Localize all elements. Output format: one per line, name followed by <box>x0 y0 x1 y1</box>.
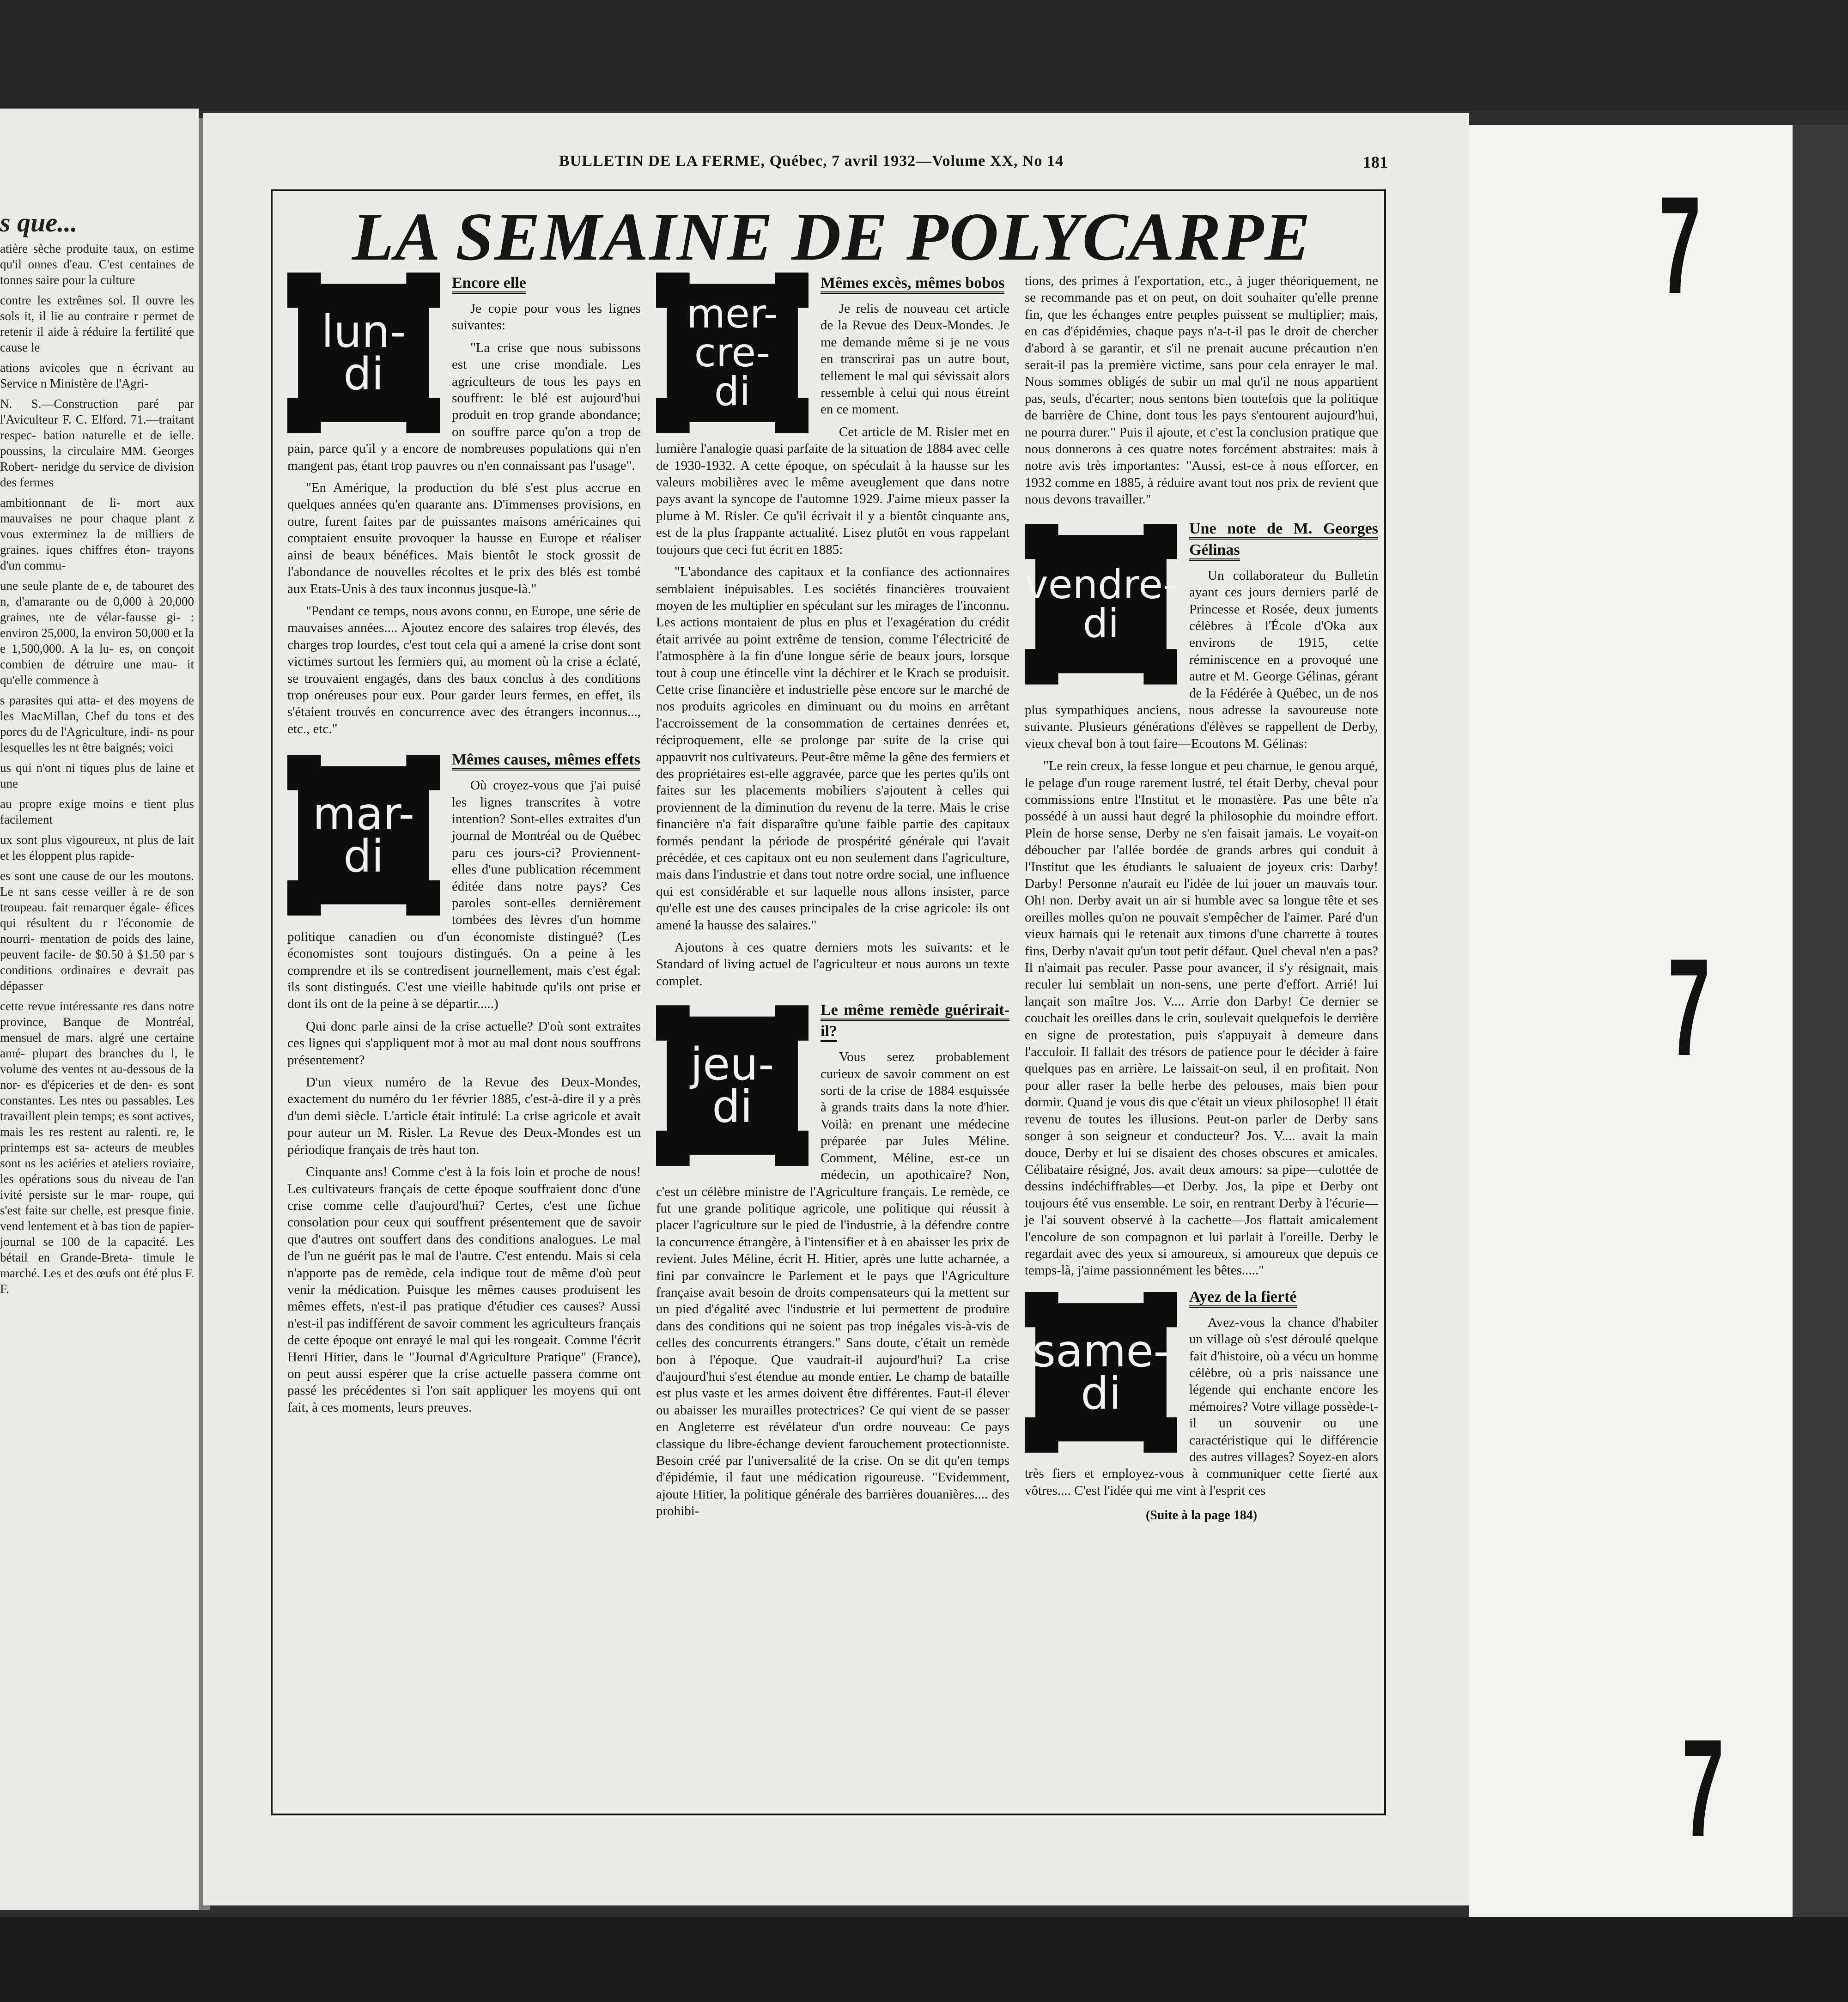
left-paragraph: ambitionnant de li- mort aux mauvaises ne pour chaque plant z vous exterminez la de milliers de graines. iques chiffres éton- trayons d'un commu- <box>0 496 194 572</box>
left-paragraph: contre les extrêmes sol. Il ouvre les sols it, il lie au contraire r permet de retenir il aide à réduire la fertilité que cause le <box>0 293 194 354</box>
paragraph: tions, des primes à l'exportation, etc., à juger théoriquement, ne se recommande pas et on peut, on doit souhaiter qu'elle prenne fin, que les échanges entre peuples puissent se multiplier; mais, en cas d'épidémies, chaque pays n'a-t-il pas le droit de chercher d'abord à se garantir, et s'il ne prenait aucune précaution n'en serait-il pas la première victime, sans pour cela enrayer le mal. Nous sommes obligés de subir un mal qu'il ne nous appartient pas, seuls, d'écarter; nous sentons bien toutefois que la politique de barrière de Chine, dont tous les pays s'entourent aujourd'hui, ne pourra durer." Puis il ajoute, et c'est la conclusion pratique que nous donnerons à ces quatre notes forcément abstraites: mais à notre avis très importantes: "Aussi, est-ce à nous efforcer, en 1932 comme en 1885, à réduire avant tout nos prix de revient que nous devons travailler." <box>1025 273 1378 507</box>
day-badge-mercredi <box>656 273 808 433</box>
heading-text: Mêmes excès, mêmes bobos <box>821 274 1004 294</box>
paragraph: Qui donc parle ainsi de la crise actuelle? D'où sont extraites ces lignes qui s'appliquent mot à mot au mal dont nous souffrons présentement? <box>287 1019 641 1068</box>
margin-number: 7 <box>1668 929 1710 1085</box>
paragraph: Où croyez-vous que j'ai puisé les lignes transcrites à votre intention? Sont-elles extraites d'un journal de Montréal ou de Québec paru ces jours-ci? Proviennent-elles d'une publication récemment éditée dans notre pays? Ces paroles sont-elles dernièrement tombées des lèvres d'un homme politique canadien ou d'un économiste distingué? (Les économistes sont toujours distingués. On a peine à les comprendre et ils se contredisent journellement, mais c'est égal: ils sont distingués. C'est une vieille habitude qu'ils ont prise et dont ils ont de la peine à se départir.....) <box>287 778 641 1012</box>
day-badge-vendredi <box>1025 524 1177 685</box>
heading-text: Le même remède guérirait-il? <box>821 1001 1009 1042</box>
left-paragraph: au propre exige moins e tient plus facilement <box>0 797 194 826</box>
right-page-fragment <box>1469 125 1848 1917</box>
left-paragraph: cette revue intéressante res dans notre province, Banque de Montréal, mensuel de mars. algré une certaine amé- plupart des branches du l, le volume des ventes nt au-dessous de la nor- es d'épiceries et de den- es sont constantes. Les ntes ou passables. Les travaillent plein temps; es sont actives, mais les res restent au ralenti. re, le printemps est sa- acteurs de meubles sont ns les aciéries et ateliers roviaire, les opérations sous du niveau de l'an ivité persiste sur le mar- roupe, qui s'est faite sur chelle, est presque finie. vend lentement et à bas tion de papier-journal se 100 de la capacité. Les bétail en Grande-Breta- timule le marché. Les et des œufs ont été plus F. F. <box>0 999 194 1296</box>
left-paragraph: N. S.—Construction paré par l'Aviculteur F. C. Elford. 71.—traitant respec- bation naturelle et de ielle. poussins, la circulaire MM. Georges Robert- neridge du service de division des fermes <box>0 397 194 489</box>
day-label: jeu- di <box>690 1038 774 1133</box>
margin-number: 7 <box>1659 167 1701 322</box>
paragraph: Cinquante ans! Comme c'est à la fois loin et proche de nous! Les cultivateurs français de cette époque souffraient donc d'une crise comme celle d'aujourd'hui? Certes, c'est une fichue consolation pour ceux qui souffrent présentement que de savoir que d'autres ont souffert dans des conditions analogues. Le mal de l'un ne guérit pas le mal de l'autre. C'est entendu. Mais si cela n'apporte pas de remède, cela indique tout de même d'où peut venir la médication. Puisque les mêmes causes produisent les mêmes effets, n'est-il pas pratique d'étudier ces causes? Aussi n'est-il pas indifférent de savoir comment les agriculteurs français de cette époque ont enrayé le mal qui les rongeait. Comme l'écrit Henri Hitier, dans le "Journal d'Agriculture Pratique" (France), on peut aussi espérer que la crise actuelle passera comme ont passé les précédentes si l'on sait appliquer les moyens qui ont fait, à ces moments, leurs preuves. <box>287 1165 641 1415</box>
day-badge-lundi <box>287 273 440 433</box>
heading-text: Une note de M. Georges Gélinas <box>1189 520 1378 561</box>
paragraph: "L'abondance des capitaux et la confiance des actionnaires semblaient inépuisables. Les sociétés financières trouvaient moyen de les multiplier en spéculant sur les mirages de l'inconnu. Les actions montaient de plus en plus et l'exagération du crédit était arrivée au point extrême de tension, comme l'électricité de l'atmosphère à la fin d'une longue série de beaux jours, lorsque tout à coup une étincelle vint la déchirer et le Krach se produisit. Cette crise financière et industrielle pèse encore sur le marché de nos produits agricoles en diminuant ou du moins en arrêtant l'accroissement de la consommation de certaines denrées et, réciproquement, elle se prolonge par suite de la crise qui appauvrit nos cultivateurs. Peut-être même la gêne des fermiers et des propriétaires est-elle aggravée, parce que les pertes qu'ils ont faites sur les placements mobiliers s'ajoutent à celles qui proviennent de la diminution du revenu de la terre. Mais le crise financière n'a fait disparaître qu'une faible partie des capitaux formés pendant la période de prospérité générale qui l'avait précédée, et ces capitaux ont eu non seulement dans l'agriculture, mais dans l'industrie et dans tout notre ordre social, une influence qui est considérable et sur laquelle nous allons insister, parce qu'elle est une des causes principales de la crise agricole: ils ont amené la hausse des salaires." <box>656 564 1009 933</box>
day-badge-mardi <box>287 755 440 916</box>
paragraph: "La crise que nous subissons est une crise mondiale. Les agriculteurs de tous les pays en souffrent: le blé est aujourd'hui produit en trop grande abondance; on souffre parce qu'on a trop de pain, parce qu'il y a encore de nombreuses populations qui n'en mangent pas, étant trop pauvres ou n'en connaissant pas l'usage". <box>287 340 641 473</box>
paragraph: Vous serez probablement curieux de savoir comment on est sorti de la crise de 1884 esquissée à grands traits dans la note d'hier. Voilà: en prenant une médecine préparée par Jules Méline. Comment, Méline, est-ce un médecin, un apothicaire? Non, c'est un célèbre ministre de l'Agriculture français. Le remède, ce fut une grande politique agricole, une politique qui réussit à placer l'agriculture sur le pied de l'industrie, à la défendre contre la concurrence étrangère, à l'intensifier et à en abaisser les prix de revient. Jules Méline, écrit H. Hitier, après une lutte acharnée, a fini par convaincre le Parlement et le pays que l'Agriculture française avait besoin de droits compensateurs qui la mettent sur un pied d'égalité avec l'industrie et lui permettent de produire dans des conditions qui ne soient pas trop inégales vis-à-vis de celles des concurrents étrangers." Sans doute, c'était un remède bon à l'époque. Que vaudrait-il aujourd'hui? La crise d'aujourd'hui s'est étendue au monde entier. Le champ de bataille est plus vaste et les armes doivent être différentes. Faut-il élever ou abaisser les murailles protectrices? Ce qui vient de se passer en Angleterre est révélateur d'un ordre nouveau: Ce pays classique du libre-échange devient farouchement protectionniste. Besoin créé par l'universalité de la crise. On se dit qu'en temps d'épidémie, il faut une médication rigoureuse. "Evidemment, ajoute Hitier, la politique générale des barrières douanières.... des prohibi- <box>656 1050 1009 1519</box>
day-badge-jeudi <box>656 1005 808 1166</box>
heading-text: Mêmes causes, mêmes effets <box>452 751 640 770</box>
left-paragraph: us qui n'ont ni tiques plus de laine et une <box>0 761 194 790</box>
continued-notice: (Suite à la page 184) <box>1145 1508 1258 1523</box>
left-paragraph: s parasites qui atta- et des moyens de les MacMillan, Chef du tons et des porcs du de l'Agriculture, indi- ns pour lesquelles les nt être baignés; voici <box>0 693 194 754</box>
page-title: LA SEMAINE DE POLYCARPE <box>352 199 1311 275</box>
paragraph: Avez-vous la chance d'habiter un village où s'est déroulé quelque fait d'histoire, où a vécu un homme célèbre, où a pris naissance une légende qui enchante encore les mémoires? Votre village possède-t-il un souvenir ou une caractéristique qui le différencie des autres villages? Soyez-en alors très fiers et employez-vous à communiquer cette fierté aux vôtres.... C'est l'idée qui me vint à l'esprit ces <box>1025 1315 1378 1498</box>
paragraph: Ajoutons à ces quatre derniers mots les suivants: et le Standard of living actuel de l'agriculteur et nous aurons un texte complet. <box>656 940 1009 989</box>
left-paragraph: une seule plante de e, de tabouret des n, d'amarante ou de 0,000 à 20,000 graines, nte de vélar-fausse gi- : environ 25,000, la environ 50,000 et la e 1,500,000. A la lu- es, on conçoit combien de détruire une mau- it qu'elle commence à <box>0 579 194 687</box>
left-page-fragment <box>0 109 199 1910</box>
day-label: mar- di <box>312 788 415 883</box>
left-paragraph: ux sont plus vigoureux, nt plus de lait et les éloppent plus rapide- <box>0 833 194 862</box>
paragraph: "Le rein creux, la fesse longue et peu charnue, le genou arqué, le pelage d'un rouge rarement lustré, tel était Derby, cheval pour commissions entre l'Institut et le monastère. Pas une bête n'a possédé à un aussi haut degré la philosophie du moindre effort. Plein de horse sense, Derby ne s'en faisait jamais. Le voyait-on déboucher par l'allée bordée de grands arbres qui conduit à l'Institut que les étudiants le saluaient de joyeux cris: Darby! Darby! Personne n'aurait eu l'idée de lui jouer un mauvais tour. Oh! non. Derby avait un air si humble avec sa longue tête et ses oreilles molles qu'on ne pouvait s'empêcher de l'aimer. Paré d'un vieux harnais qui le retenait aux timons d'une charrette à toutes fins, Derby n'avait qu'un tout petit défaut. Quel cheval n'en a pas? Il n'aimait pas reculer. Passe pour avancer, il s'y résignait, mais reculer lui semblait un non-sens, une perte d'effort. Arrié! lui lançait son maître Jos. V.... Arrie don Darby! Ce dernier se couchait les oreilles dans le crin, soulevait quelquefois le derrière en signe de protestation, puis s'appuyait à demeure dans l'acculoir. Il fallait des trésors de patience pour le décider à faire quelques pas en arrière. Le laissait-on seul, il en profitait. Non pour aller raser la belle herbe des pelouses, mais bien pour dormir. Quand je vous dis que c'était un vieux philosophe! Il était revenu de toutes les illusions. Peut-on parler de Derby sans songer à son seigneur et conducteur? Jos. V.... avait la main douce, Derby et lui se disaient des choses obscures et amicales. Célibataire résigné, Jos. avait deux amours: sa pipe—culottée de dessins indéchiffrables—et Derby. Jos, la pipe et Derby ont toujours été vus ensemble. Le soir, en rentrant Derby à l'écurie—je l'ai souvent observé à la cachette—Jos flattait amicalement l'encolure de son compagnon et lui parlait à l'oreille. Derby le regardait avec des yeux si amoureux, si amoureux que depuis ce temps-là, j'aime passionnément les bêtes....." <box>1025 758 1378 1278</box>
day-label: lun- di <box>321 306 406 400</box>
left-paragraph: ations avicoles que n écrivant au Service n Ministère de l'Agri- <box>0 361 194 390</box>
day-label: same- di <box>1032 1325 1170 1420</box>
paragraph: "En Amérique, la production du blé s'est plus accrue en quelques années qu'en quarante ans. D'immenses provisions, en outre, furent faites par de puissantes maisons américaines qui comptaient ensuite provoquer la hausse en Europe et réaliser ainsi de beaux bénéfices. Mais bientôt le stock grossit de l'abondance de nouvelles récoltes et le prix des blés est tombé aux Etats-Unis à des taux inconnus jusque-là." <box>287 480 641 596</box>
column-3 <box>1025 273 1378 1530</box>
left-paragraph: es sont une cause de our les moutons. Le nt sans cesse veiller à re de son troupeau. fait remarquer égale- éfices qui résultent du r l'économie de nourri- mentation de poids des laine, peuvent facile- de $0.50 à $1.50 par s conditions ordinaires e devrait pas dépasser <box>0 869 194 993</box>
left-page-column <box>0 207 194 1301</box>
film-border-bottom <box>0 1917 1848 2002</box>
heading-text: Ayez de la fierté <box>1189 1288 1297 1308</box>
paragraph: Je copie pour vous les lignes suivantes: <box>452 301 641 333</box>
film-border-top <box>0 0 1848 111</box>
paragraph: D'un vieux numéro de la Revue des Deux-Mondes, exactement du numéro du 1er février 1885, c'est-à-dire il y a près d'un demi siècle. L'article était intitulé: La crise agricole et avait pour auteur un M. Risler. La Revue des Deux-Mondes est un périodique français de très haut ton. <box>287 1075 641 1157</box>
paragraph: Je relis de nouveau cet article de la Revue des Deux-Mondes. Je me demande même si je ne vous en transcrirai pas un autre bout, tellement le mal qui sévissait alors ressemble à celui qui nous étreint en ce moment. <box>821 301 1009 417</box>
paragraph: "Pendant ce temps, nous avons connu, en Europe, une série de mauvaises années.... Ajoutez encore des salaires trop élevés, des charges trop lourdes, c'est tout cela qui a amené la crise dont sont victimes surtout les fermiers qui, au moment où la crise a éclaté, se trouvaient engagés, dans des baux conclus à des conditions trop onéreuses pour eux. Pour garder leurs fermes, en effet, ils s'étaient trouvés en concurrence avec des étrangers inconnus..., etc., etc." <box>287 603 641 736</box>
column-2 <box>656 273 1009 1525</box>
page-number: 181 <box>1363 153 1388 171</box>
right-film-edge <box>1793 125 1848 1917</box>
column-1 <box>287 273 641 1421</box>
day-label: mer- cre- di <box>687 291 778 415</box>
day-label: vendre- di <box>1024 561 1178 647</box>
paragraph: Un collaborateur du Bulletin ayant ces jours derniers parlé de Princesse et Rosée, deux juments célèbres à l'École d'Oka aux environs de 1915, cette réminiscence en a provoqué une autre et M. George Gélinas, gérant de la Fédérée à Québec, un de nos plus sympathiques anciens, nous adresse la savoureuse note suivante. Plusieurs générations d'élèves se rappellent de Derby, vieux cheval bon à tout faire—Ecoutons M. Gélinas: <box>1025 568 1378 751</box>
left-page-heading: s que... <box>0 207 78 237</box>
left-paragraph: atière sèche produite taux, on estime qu'il onnes d'eau. C'est centaines de tonnes saire pour la culture <box>0 242 194 287</box>
margin-number: 7 <box>1682 1710 1724 1865</box>
paragraph: Cet article de M. Risler met en lumière l'analogie quasi parfaite de la situation de 1884 avec celle de 1930-1932. A cette époque, on spéculait à la hausse sur les valeurs mobilières avec le même aveuglement que dans notre pays avant la syncope de l'automne 1929. J'aime mieux passer la plume à M. Risler. Ce qu'il écrivait il y a bientôt cinquante ans, est de la plus frappante actualité. Lisez plutôt en vous rappelant toujours que ceci fut écrit en 1885: <box>656 424 1009 557</box>
running-header: BULLETIN DE LA FERME, Québec, 7 avril 1932—Volume XX, No 14 <box>559 152 1064 170</box>
day-badge-samedi <box>1025 1292 1177 1453</box>
heading-text: Encore elle <box>452 274 526 294</box>
